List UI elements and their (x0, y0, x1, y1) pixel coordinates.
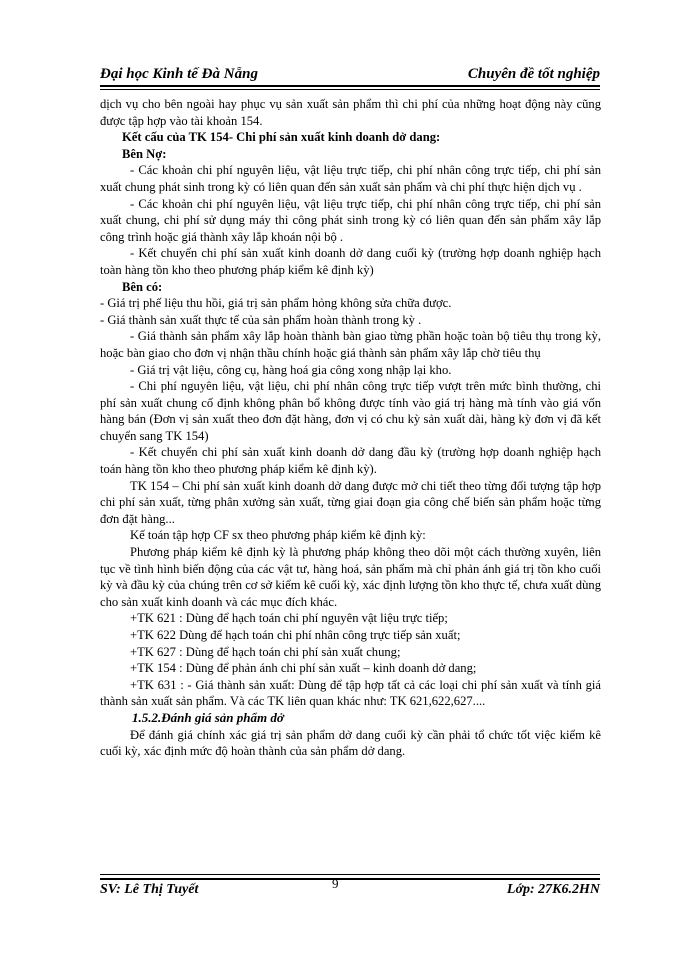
debit-item: - Kết chuyển chi phí sản xuất kinh doanh dở dang cuối kỳ (trường hợp doanh nghiệp hạch toàn hàng tồn kho theo phương pháp kiểm kê định kỳ) (100, 246, 601, 277)
section-title: 1.5.2.Đánh giá sản phẩm dở (132, 709, 284, 725)
periodic-paragraph: Phương pháp kiểm kê định kỳ là phương pháp không theo dõi một cách thường xuyên, liên tục về tình hình biến động của các vật tư, hàng hoá, sản phẩm mà chỉ phản ánh giá trị tồn kho cuối kỳ và đầu kỳ của chúng trên cơ sở kiểm kê cuối kỳ, xác định lượng tồn kho thực tế, chưa xuất dùng cho sản xuất kinh doanh và các mục đích khác. (100, 545, 601, 609)
footer-class: Lớp: 27K6.2HN (506, 882, 600, 897)
credit-item: - Giá trị phế liệu thu hồi, giá trị sản phẩm hỏng không sửa chữa được. (100, 296, 452, 311)
detail-paragraph: TK 154 – Chi phí sản xuất kinh doanh dở dang được mở chi tiết theo từng đối tượng tập hợp chi phí sản xuất, từng phân xưởng sản xuất, từng giai đoạn gia công chế biến sản phẩm hoặc từng đơn đặt hàng... (100, 478, 601, 526)
credit-item: - Giá trị vật liệu, công cụ, hàng hoá gia công xong nhập lại kho. (130, 362, 452, 377)
account-item: +TK 154 : Dùng để phản ánh chi phí sản xuất – kinh doanh dở dang; (130, 661, 477, 676)
account-item: +TK 621 : Dùng để hạch toán chi phí nguyên vật liệu trực tiếp; (130, 611, 448, 626)
header-university: Đại học Kinh tế Đà Nẵng (100, 66, 258, 82)
section-paragraph: Để đánh giá chính xác giá trị sản phẩm dở dang cuối kỳ cần phải tổ chức tốt việc kiểm kê cuối kỳ, xác định mức độ hoàn thành của sản phẩm dở dang. (100, 727, 601, 759)
credit-item: - Kết chuyển chi phí sản xuất kinh doanh dở dang đầu kỳ (trường hợp doanh nghiệp hạch toán hàng tồn kho theo phương pháp kiểm kê định kỳ). (100, 445, 601, 477)
debit-heading: Bên Nợ: (122, 146, 167, 161)
account-item: +TK 622 Dùng để hạch toán chi phí nhân công trực tiếp sản xuất; (130, 628, 461, 642)
footer-rule-thin (100, 874, 600, 875)
page-body (100, 96, 601, 760)
structure-heading: Kết cấu của TK 154- Chi phí sản xuất kinh doanh dở dang: (122, 130, 441, 145)
footer-rule (100, 878, 600, 880)
footer-student: SV: Lê Thị Tuyết (100, 882, 199, 897)
header-report-type: Chuyên đề tốt nghiệp (467, 66, 600, 82)
account-item: +TK 631 : - Giá thành sản xuất: Dùng để tập hợp tất cả các loại chi phí sản xuất và tính giá thành sản xuất sản phẩm. Và các TK liên quan khác như: TK 621,622,627.... (100, 677, 601, 709)
credit-heading: Bên có: (122, 279, 163, 294)
periodic-heading: Kế toán tập hợp CF sx theo phương pháp kiểm kê định kỳ: (130, 528, 426, 543)
page-header (100, 66, 600, 83)
credit-item: - Giá thành sản xuất thực tế của sản phẩm hoàn thành trong kỳ . (100, 312, 422, 327)
page-number: 9 (332, 876, 339, 891)
intro-paragraph: dịch vụ cho bên ngoài hay phục vụ sản xuất sản phẩm thì chi phí của những hoạt động này cũng được tập hợp vào tài khoản 154. (100, 97, 601, 128)
account-item: +TK 627 : Dùng để hạch toán chi phí sản xuất chung; (130, 644, 401, 659)
debit-item: - Các khoản chi phí nguyên liệu, vật liệu trực tiếp, chi phí nhân công trực tiếp, chi phí sản xuất chung, chi phí sử dụng máy thi công phát sinh trong kỳ có liên quan đến sản phẩm xây lắp công trình hoặc giá thành xây lắp khoán nội bộ . (100, 196, 601, 244)
header-rule-thin (100, 89, 600, 90)
header-rule (100, 85, 600, 87)
debit-item: - Các khoản chi phí nguyên liệu, vật liệu trực tiếp, chi phí nhân công trực tiếp, chi phí sản xuất chung phát sinh trong kỳ có liên quan đến sản xuất sản phẩm và chi phí thực hiện dịch vụ . (100, 163, 601, 194)
credit-item: - Giá thành sản phẩm xây lắp hoàn thành bàn giao từng phần hoặc toàn bộ tiêu thụ trong kỳ, hoặc bàn giao cho đơn vị nhận thầu chính hoặc giá thành sản phẩm xây lắp chờ tiêu thụ (100, 329, 601, 360)
credit-item: - Chi phí nguyên liệu, vật liệu, chi phí nhân công trực tiếp vượt trên mức bình thường, chi phí sản xuất chung cố định không phân bổ không được tính vào giá trị hàng mà tính vào giá vốn hàng bán (Đơn vị sản xuất theo đơn đặt hàng, đơn vị có chu kỳ sản xuất dài, hàng kỳ đơn vị đã kết chuyển sang TK 154) (100, 379, 601, 443)
